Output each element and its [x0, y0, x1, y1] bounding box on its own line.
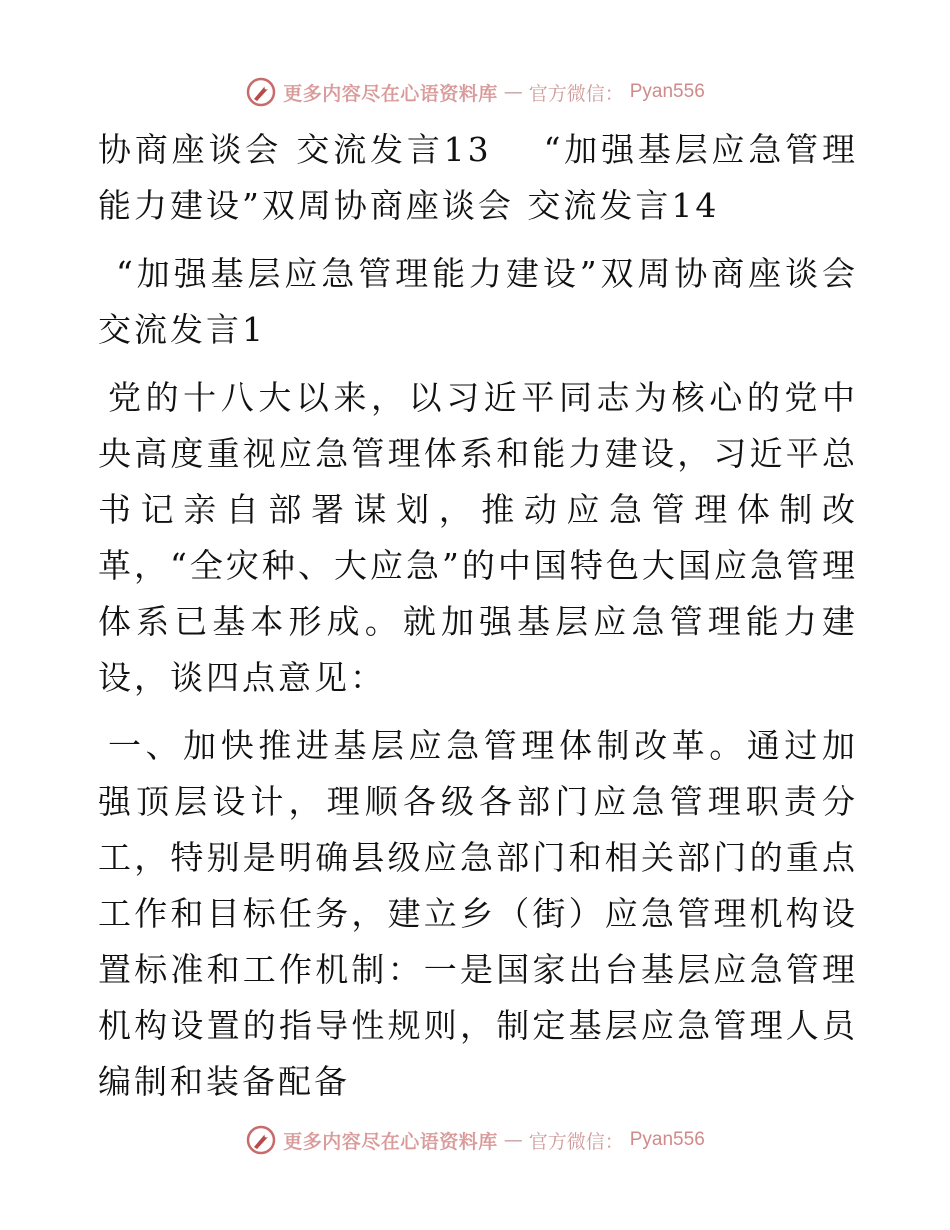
watermark-wechat-id: Pyan556 [629, 81, 705, 102]
pen-nib-logo-icon [245, 1124, 277, 1156]
watermark-text: 更多内容尽在心语资料库 [283, 1130, 498, 1153]
watermark-dash: — [503, 1129, 523, 1151]
watermark-text: 更多内容尽在心语资料库 [283, 82, 498, 105]
header-watermark [0, 72, 950, 112]
watermark-wechat-id: Pyan556 [629, 1129, 705, 1150]
watermark-official-label: 官方微信： [528, 82, 624, 105]
watermark-dash: — [503, 81, 523, 103]
paragraph-section-heading: “加强基层应急管理能力建设”双周协商座谈会 交流发言1 [98, 254, 858, 349]
paragraph-title-continued: 协商座谈会 交流发言13 “加强基层应急管理能力建设”双周协商座谈会 交流发言14 [98, 130, 858, 225]
pen-nib-logo-icon [245, 76, 277, 108]
paragraph-intro: 党的十八大以来，以习近平同志为核心的党中央高度重视应急管理体系和能力建设，习近平总书记亲自部署谋划，推动应急管理体制改革，“全灾种、大应急”的中国特色大国应急管理体系已基本形成。就加强基层应急管理能力建设，谈四点意见： [98, 378, 858, 697]
footer-watermark [0, 1120, 950, 1160]
watermark-official-label: 官方微信： [528, 1130, 624, 1153]
paragraph-point-one: 一、加快推进基层应急管理体制改革。通过加强顶层设计，理顺各级各部门应急管理职责分工，特别是明确县级应急部门和相关部门的重点工作和目标任务，建立乡（街）应急管理机构设置标准和工作机制：一是国家出台基层应急管理机构设置的指导性规则，制定基层应急管理人员编制和装备配备 [98, 726, 858, 1101]
document-body [98, 122, 858, 1110]
